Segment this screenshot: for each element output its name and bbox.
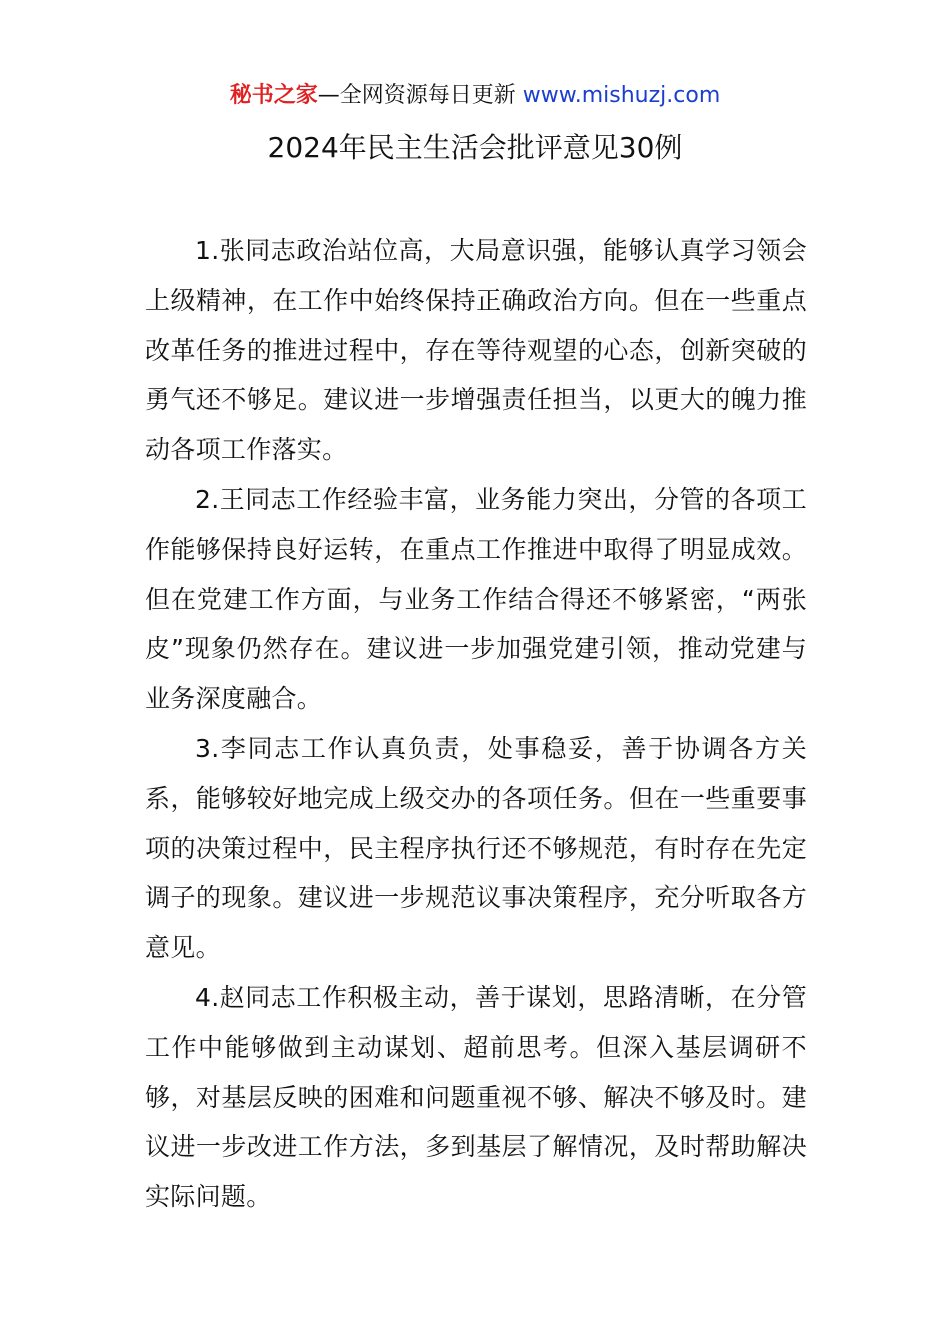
site-url-link[interactable]: www.mishuzj.com	[522, 83, 721, 108]
paragraph-1: 1.张同志政治站位高，大局意识强，能够认真学习领会上级精神，在工作中始终保持正确政治方向。但在一些重点改革任务的推进过程中，存在等待观望的心态，创新突破的勇气还不够足。建议进一步增强责任担当，以更大的魄力推动各项工作落实。	[145, 236, 807, 465]
site-header	[0, 80, 950, 112]
paragraph-4: 4.赵同志工作积极主动，善于谋划，思路清晰，在分管工作中能够做到主动谋划、超前思考。但深入基层调研不够，对基层反映的困难和问题重视不够、解决不够及时。建议进一步改进工作方法，多到基层了解情况，及时帮助解决实际问题。	[145, 982, 807, 1212]
header-tagline: —全网资源每日更新	[317, 83, 523, 108]
paragraph-2: 2.王同志工作经验丰富，业务能力突出，分管的各项工作能够保持良好运转，在重点工作推进中取得了明显成效。但在党建工作方面，与业务工作结合得还不够紧密，“两张皮”现象仍然存在。建议进一步加强党建引领，推动党建与业务深度融合。	[145, 484, 807, 714]
brand-name: 秘书之家	[229, 83, 318, 108]
document-title: 2024年民主生活会批评意见30例	[267, 131, 683, 164]
document-body	[145, 226, 807, 1222]
paragraph-3: 3.李同志工作认真负责，处事稳妥，善于协调各方关系，能够较好地完成上级交办的各项任务。但在一些重要事项的决策过程中，民主程序执行还不够规范，有时存在先定调子的现象。建议进一步规范议事决策程序，充分听取各方意见。	[145, 733, 807, 963]
